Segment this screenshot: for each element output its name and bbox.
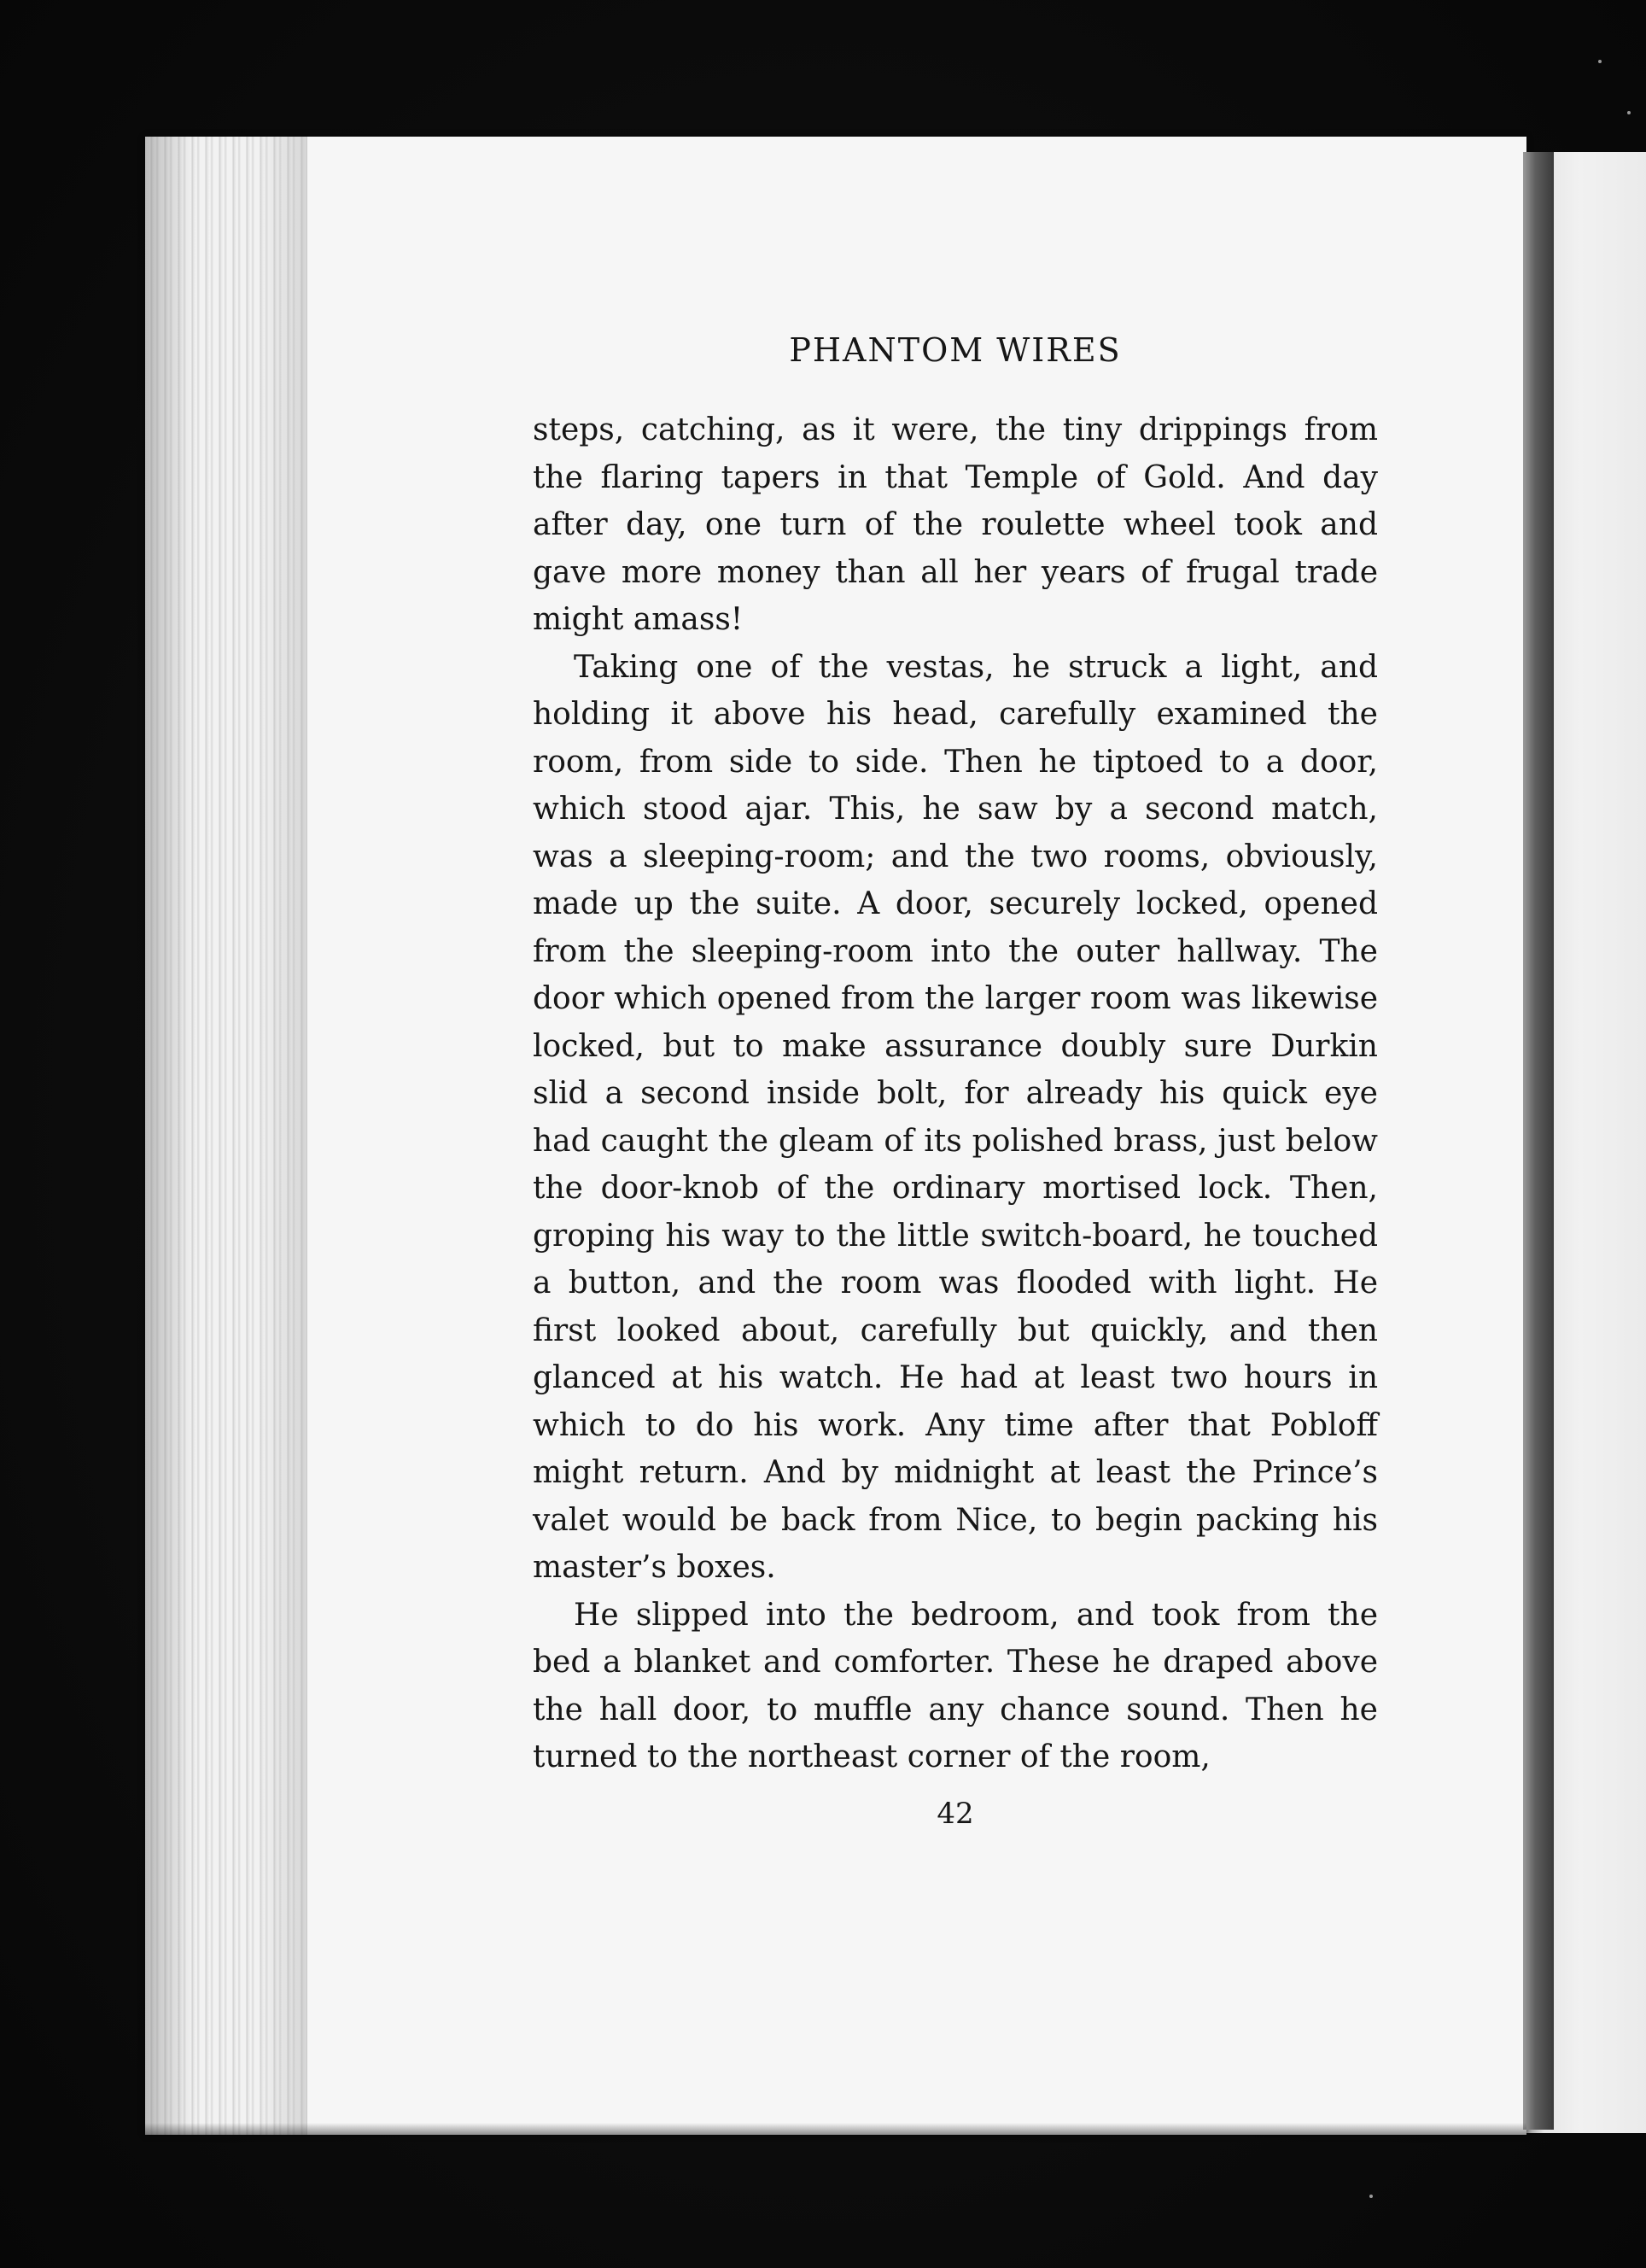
paragraph: He slipped into the bedroom, and took from the bed a blanket and comforter. These he draped above the hall door, to muffle any chance sound. Then he turned to the northeast corner of the room,: [533, 1597, 1378, 1774]
dust-speck: [1627, 111, 1631, 114]
page-fore-edge-shadow: [1523, 152, 1554, 2130]
binding-page-edges: [145, 137, 307, 2135]
dust-speck: [1369, 2195, 1373, 2198]
page-bottom-shadow: [145, 2123, 1526, 2135]
dust-speck: [1598, 60, 1602, 63]
running-head: PHANTOM WIRES: [789, 331, 1122, 369]
paragraph: Taking one of the vestas, he struck a light, and holding it above his head, carefully examined the room, from side to side. Then he tiptoed to a door, which stood ajar. This, he saw by a second match, was a sleeping-room; and the two rooms, obviously, made up the suite. A door, securely locked, opened from the sleeping-room into the outer hallway. The door which opened from the larger room was likewise locked, but to make assurance doubly sure Durkin slid a second inside bolt, for already his quick eye had caught the gleam of its polished brass, just below the door-knob of the ordinary mortised lock. Then, groping his way to the little switch-board, he touched a button, and the room was flooded with light. He first looked about, carefully but quickly, and then glanced at his watch. He had at least two hours in which to do his work. Any time after that Pobloff might return. And by midnight at least the Prince’s valet would be back from Nice, to begin packing his master’s boxes.: [533, 649, 1378, 1585]
body-text: [533, 406, 1378, 1781]
page-number: 42: [937, 1797, 974, 1831]
paragraph: steps, catching, as it were, the tiny drippings from the flaring tapers in that Temple of Gold. And day after day, one turn of the roulette wheel took and gave more money than all her years of frugal trade might amass!: [533, 412, 1378, 637]
